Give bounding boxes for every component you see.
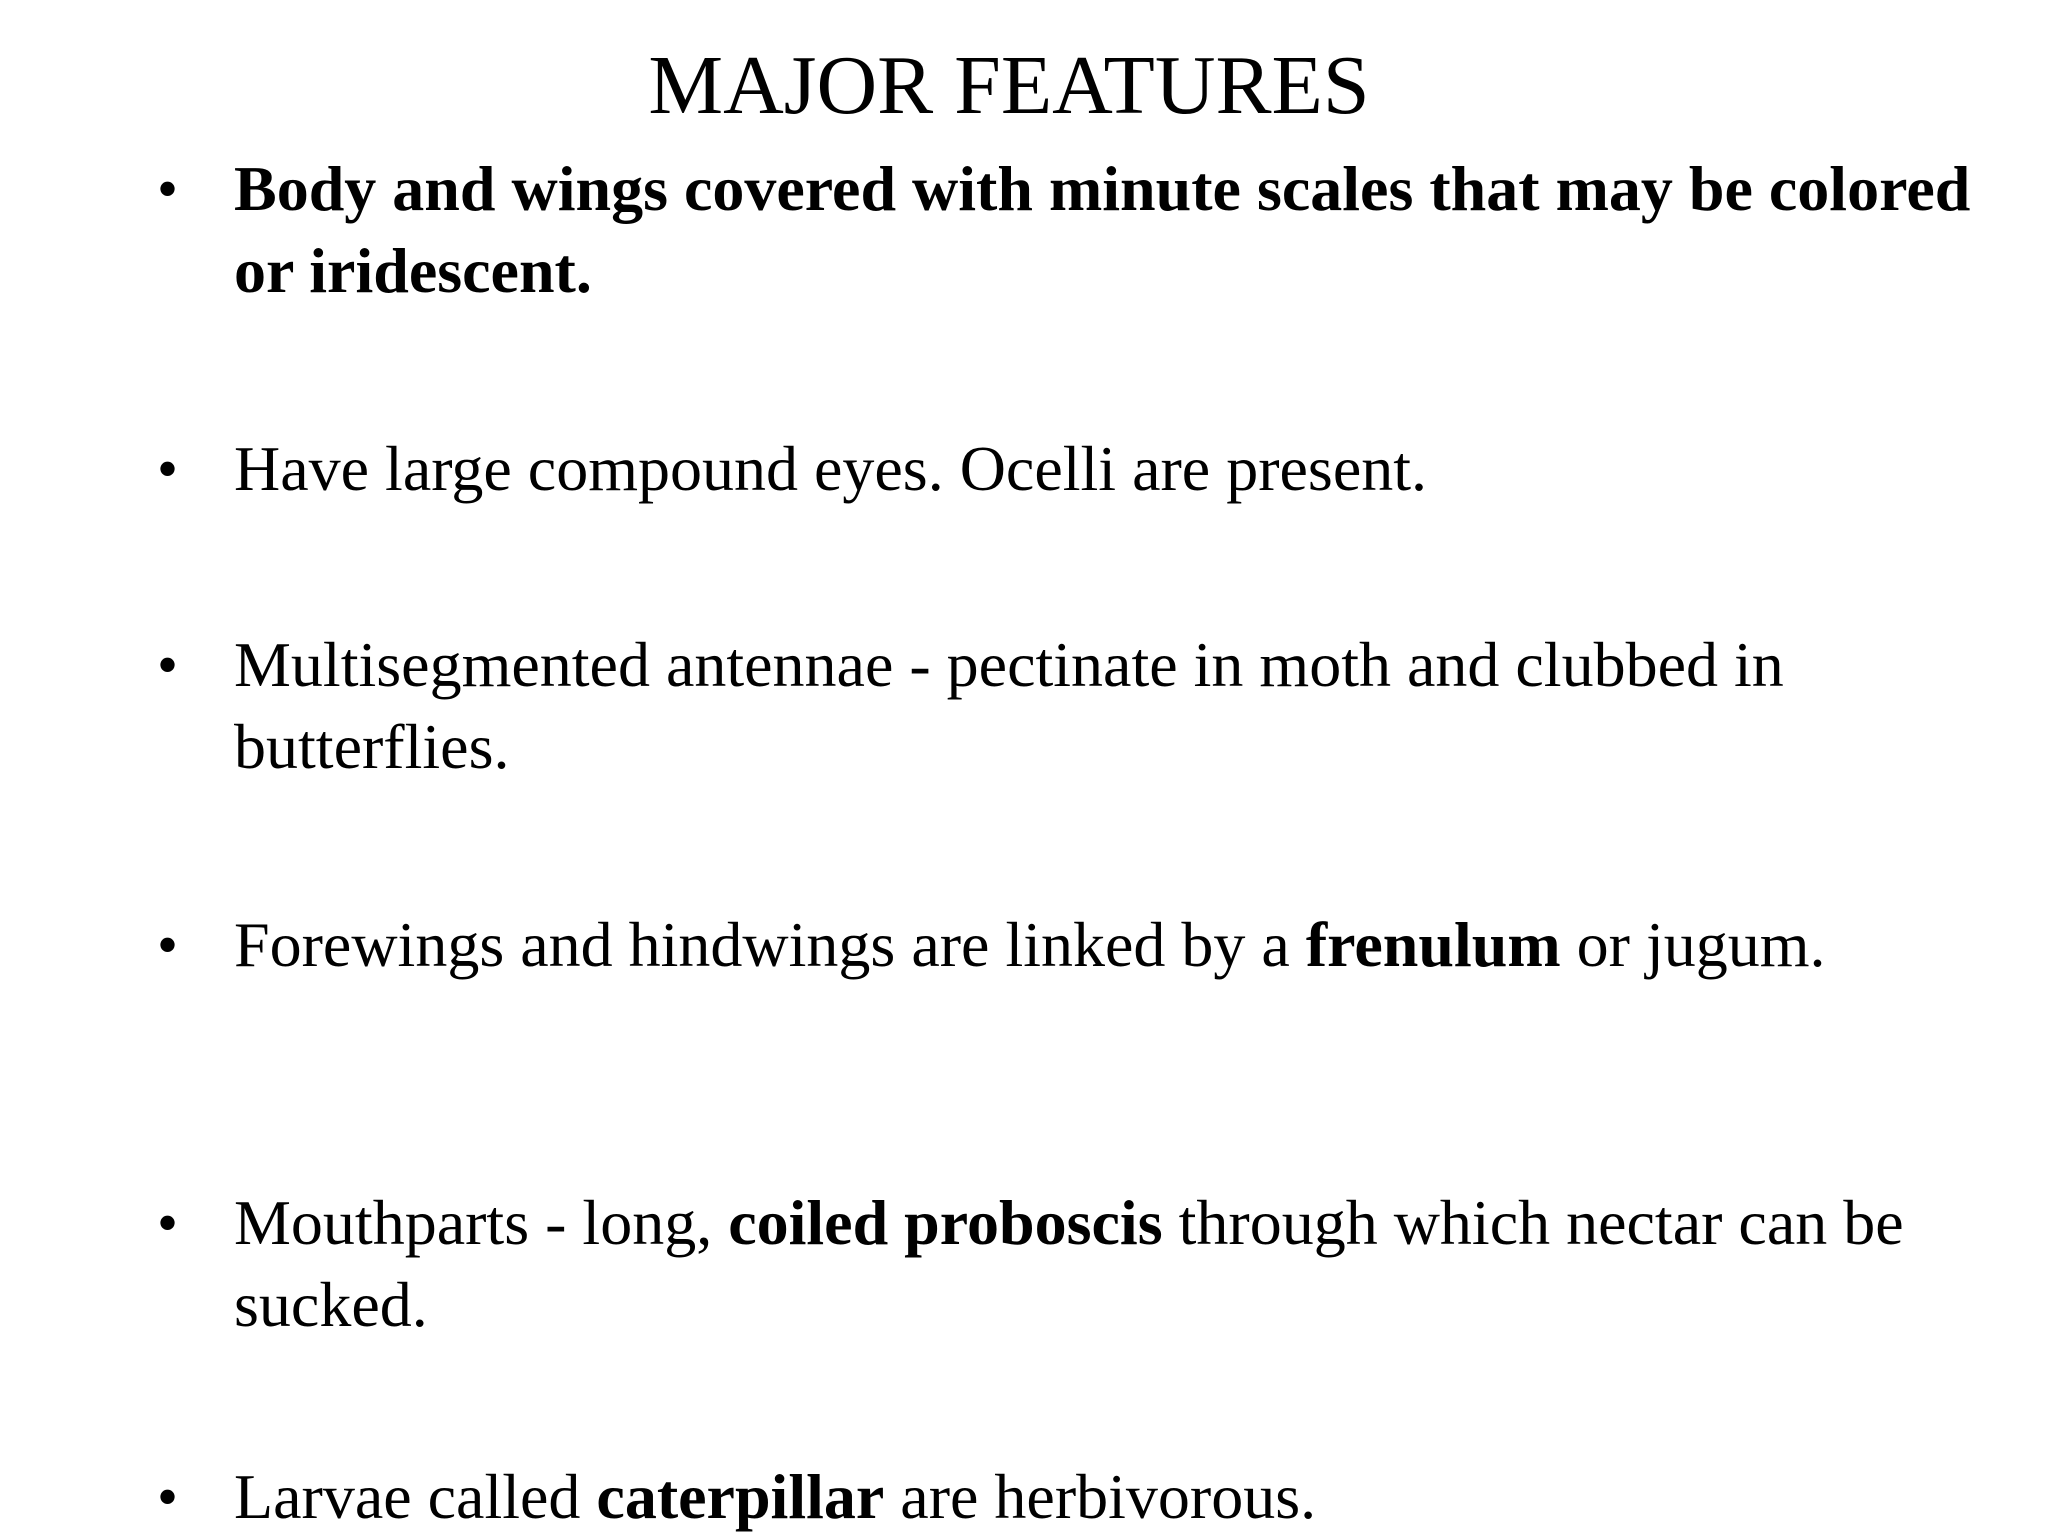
bullet-item-larvae — [157, 1456, 2027, 1538]
bullet-item-eyes — [157, 428, 2027, 510]
bullet-text-bold: caterpillar — [596, 1461, 885, 1532]
bullet-item-scales — [157, 148, 2027, 312]
bullet-text-plain: through which nectar can be sucked. — [234, 1187, 1904, 1340]
bullet-text — [234, 1182, 2024, 1346]
bullet-text-plain: Mouthparts - long, — [234, 1187, 729, 1258]
bullet-text-plain: or jugum. — [1560, 909, 1826, 980]
slide-title: MAJOR FEATURES — [648, 39, 1370, 132]
bullet-item-antennae — [157, 624, 2027, 788]
bullet-text-bold: frenulum — [1305, 909, 1561, 980]
bullet-dot-icon: • — [157, 912, 179, 978]
bullet-text — [234, 428, 2024, 510]
bullet-text-plain: Multisegmented antennae - pectinate in moth and clubbed in butterflies. — [234, 629, 1784, 782]
bullet-text — [234, 624, 2024, 788]
bullet-text-plain: Forewings and hindwings are linked by a — [234, 909, 1306, 980]
bullet-text — [234, 148, 2024, 312]
bullet-text-plain: Larvae called — [234, 1461, 597, 1532]
bullet-dot-icon: • — [157, 436, 179, 502]
bullet-text — [234, 904, 2024, 986]
bullet-dot-icon: • — [157, 1464, 179, 1530]
bullet-text — [234, 1456, 2024, 1538]
bullet-text-bold: coiled proboscis — [728, 1187, 1163, 1258]
bullet-dot-icon: • — [157, 632, 179, 698]
bullet-dot-icon: • — [157, 156, 179, 222]
bullet-item-wings — [157, 904, 2027, 986]
bullet-text-plain: Have large compound eyes. Ocelli are present. — [234, 433, 1427, 504]
bullet-text-bold: Body and wings covered with minute scales that may be colored or iridescent. — [234, 153, 1971, 306]
bullet-dot-icon: • — [157, 1190, 179, 1256]
bullet-text-plain: are herbivorous. — [884, 1461, 1317, 1532]
bullet-item-mouthparts — [157, 1182, 2027, 1346]
